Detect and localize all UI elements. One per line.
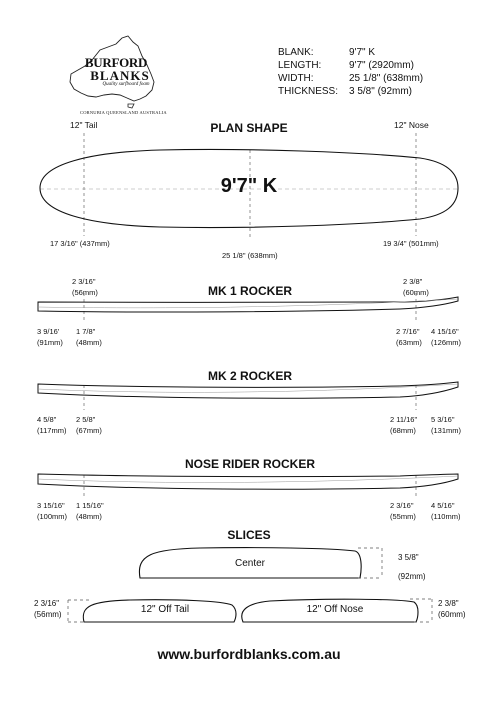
tail-slice-label: 12" Off Tail [140, 604, 190, 615]
tasmania-shape [128, 104, 134, 108]
spec-thickness-value: 3 5/8" (92mm) [349, 86, 413, 97]
logo-tagline: Quality surfboard foam [102, 82, 150, 87]
center-slice-label: Center [234, 558, 265, 569]
plan-center-width: 25 1/8" (638mm) [222, 251, 278, 260]
footer-url[interactable]: www.burfordblanks.com.au [157, 646, 341, 662]
mk2-title: MK 2 ROCKER [207, 369, 292, 383]
nose-rider-title: NOSE RIDER ROCKER [184, 457, 315, 471]
nr-nose-end: 4 5/16" (110mm) [431, 501, 461, 521]
spec-length-value: 9'7" (2920mm) [349, 60, 414, 71]
spec-blank-label: BLANK: [278, 47, 314, 58]
logo-line-2: BLANKS [90, 68, 150, 83]
mk1-nose-12: 2 7/16" (63mm) [396, 327, 422, 347]
logo-location: CORNUBIA QUEENSLAND AUSTRALIA [80, 110, 167, 115]
logo [74, 56, 158, 88]
nose-slice-label: 12" Off Nose [306, 604, 364, 615]
spec-thickness-label: THICKNESS: [278, 86, 339, 97]
mk2-nose-12: 2 11/16" (68mm) [390, 415, 418, 435]
center-slice-dim: 3 5/8" (92mm) [398, 553, 426, 581]
nose-slice-dim: 2 3/8" (60mm) [438, 599, 466, 619]
plan-nose-marker-label: 12" Nose [394, 120, 429, 130]
spec-width-label: WIDTH: [278, 73, 314, 84]
mk1-top-tail: 2 3/16" (56mm) [72, 277, 98, 297]
plan-model-label: 9'7" K [220, 175, 278, 197]
plan-shape-title: PLAN SHAPE [210, 121, 288, 135]
tail-slice-dim: 2 3/16" (56mm) [34, 599, 62, 619]
mk2-tail-12: 2 5/8" (67mm) [76, 415, 102, 435]
nr-tail-12: 1 15/16" (48mm) [76, 501, 104, 521]
logo-line-1: BURFORD [84, 55, 148, 70]
mk1-rocker-outline [38, 297, 458, 312]
slices-title: SLICES [227, 528, 271, 542]
nr-nose-12: 2 3/16" (55mm) [390, 501, 416, 521]
spec-length-label: LENGTH: [278, 60, 322, 71]
plan-tail-marker-label: 12" Tail [70, 120, 98, 130]
mk2-rocker-outline [38, 382, 458, 398]
nr-tail-end: 3 15/16" (100mm) [37, 501, 68, 521]
mk2-tail-end: 4 5/8" (117mm) [37, 415, 67, 435]
plan-tail-width: 17 3/16" (437mm) [50, 239, 110, 248]
nr-rocker-outline [38, 474, 458, 489]
spec-width-value: 25 1/8" (638mm) [349, 73, 424, 84]
mk1-top-nose: 2 3/8" (60mm) [403, 277, 429, 297]
mk1-tail-12: 1 7/8" (48mm) [76, 327, 102, 347]
mk1-title: MK 1 ROCKER [207, 284, 292, 298]
mk1-nose-end: 4 15/16" (126mm) [431, 327, 462, 347]
spec-blank-value: 9'7" K [349, 47, 376, 58]
plan-nose-width: 19 3/4" (501mm) [383, 239, 439, 248]
mk1-tail-end: 3 9/16' (91mm) [37, 327, 63, 347]
mk2-nose-end: 5 3/16" (131mm) [431, 415, 462, 435]
